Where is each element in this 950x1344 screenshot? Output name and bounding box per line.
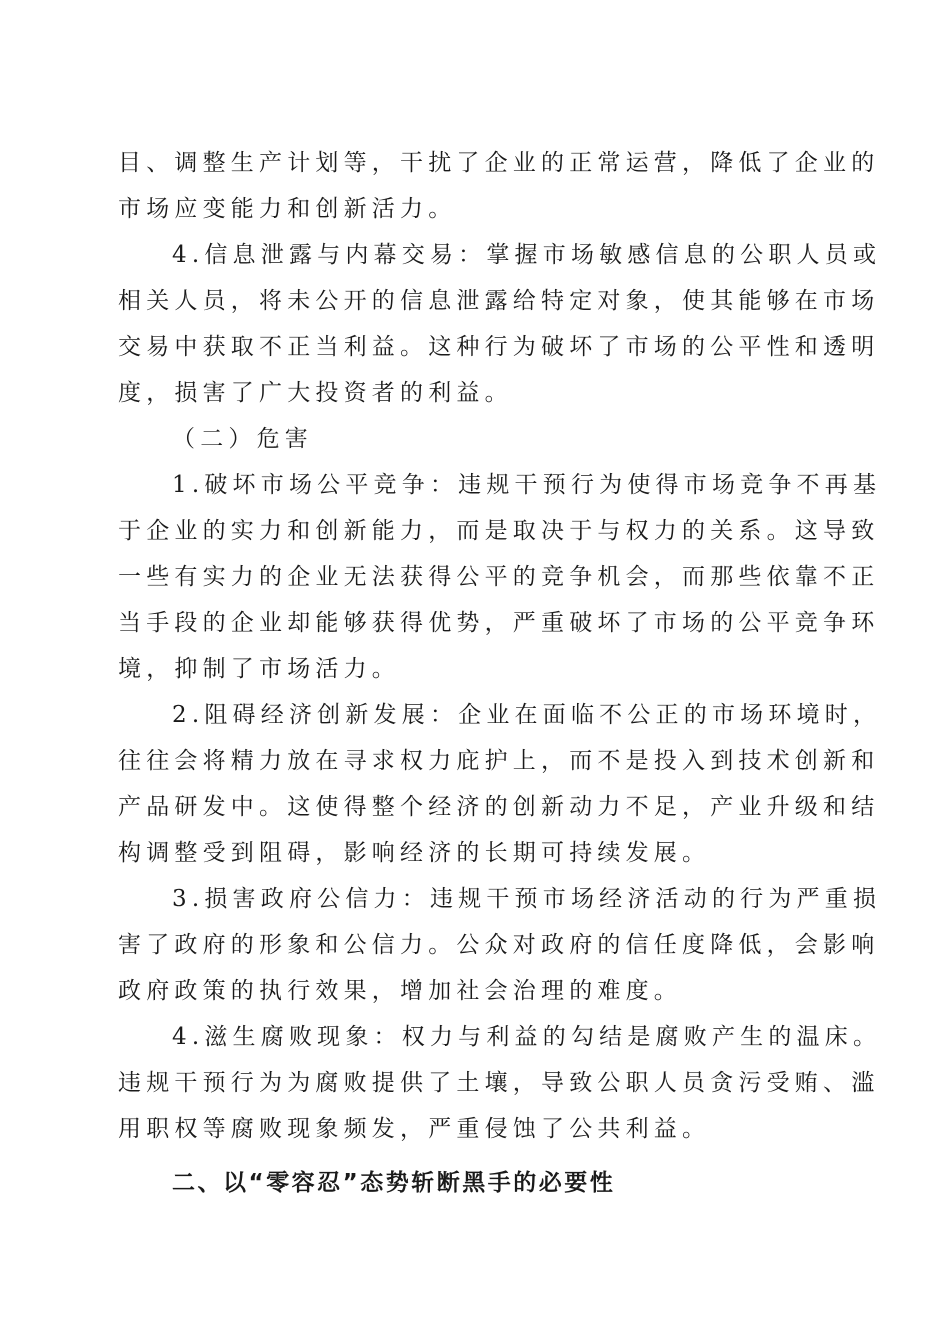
text-line: 境，抑制了市场活力。 [118,656,400,682]
text-line: 政府政策的执行效果，增加社会治理的难度。 [118,978,682,1004]
text-line: 构调整受到阻碍，影响经济的长期可持续发展。 [118,840,711,866]
text-line: 4.滋生腐败现象：权力与利益的勾结是腐败产生的温床。 [172,1024,882,1050]
paragraph-harm-2 [118,692,882,876]
text-line: 往往会将精力放在寻求权力庇护上，而不是投入到技术创新和 [118,748,880,774]
text-line: 当手段的企业却能够获得优势，严重破坏了市场的公平竞争环 [118,610,880,636]
text-line: 产品研发中。这使得整个经济的创新动力不足，产业升级和结 [118,794,880,820]
paragraph-harm-4 [118,1014,882,1152]
text-line: 度，损害了广大投资者的利益。 [118,380,513,406]
text-line: 交易中获取不正当利益。这种行为破坏了市场的公平性和透明 [118,334,880,360]
paragraph-harm-1 [118,462,882,692]
document-body [118,140,882,1206]
text-line: 害了政府的形象和公信力。公众对政府的信任度降低，会影响 [118,932,880,958]
subheading-text: （二）危害 [172,426,313,452]
text-line: 一些有实力的企业无法获得公平的竞争机会，而那些依靠不正 [118,564,880,590]
text-line: 用职权等腐败现象频发，严重侵蚀了公共利益。 [118,1116,711,1142]
subheading-harm [118,416,830,462]
text-line: 市场应变能力和创新活力。 [118,196,457,222]
text-line: 相关人员，将未公开的信息泄露给特定对象，使其能够在市场 [118,288,880,314]
paragraph-intro-continuation [118,140,880,232]
text-line: 2.阻碍经济创新发展：企业在面临不公正的市场环境时， [172,702,882,728]
text-line: 4.信息泄露与内幕交易：掌握市场敏感信息的公职人员或 [172,242,882,268]
text-line: 1.破坏市场公平竞争：违规干预行为使得市场竞争不再基 [172,472,882,498]
section-heading: 二、以“零容忍”态势斩断黑手的必要性 [172,1170,616,1196]
text-line: 于企业的实力和创新能力，而是取决于与权力的关系。这导致 [118,518,880,544]
text-line: 目、调整生产计划等，干扰了企业的正常运营，降低了企业的 [118,150,880,176]
paragraph-harm-3 [118,876,882,1014]
text-line: 3.损害政府公信力：违规干预市场经济活动的行为严重损 [172,886,882,912]
text-line: 违规干预行为为腐败提供了土壤，导致公职人员贪污受贿、滥 [118,1070,880,1096]
paragraph-info-leak [118,232,882,416]
